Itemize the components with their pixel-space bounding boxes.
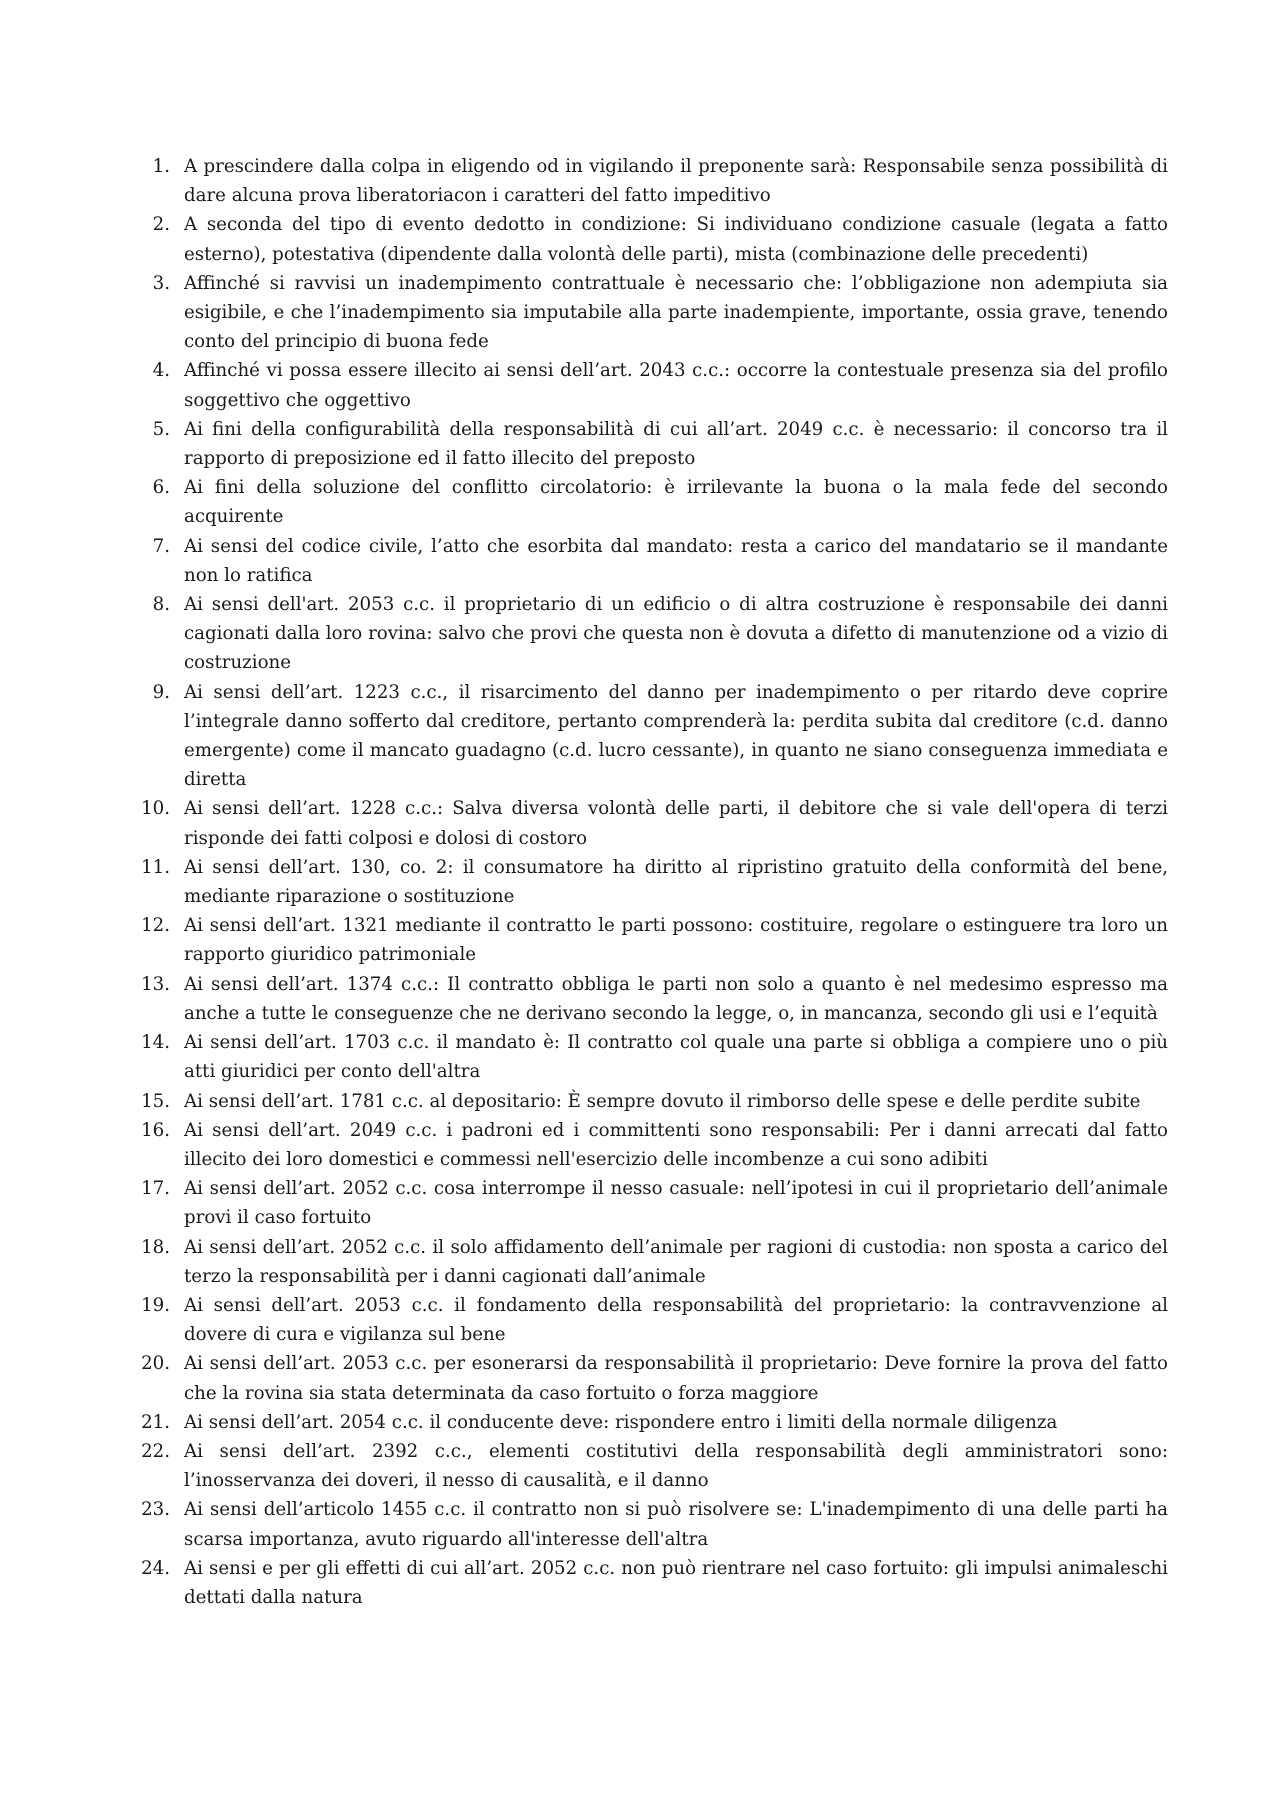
- item-number: 11.: [141, 856, 170, 878]
- item-number: 24.: [141, 1557, 170, 1579]
- list-item: [118, 532, 1168, 590]
- item-text: A prescindere dalla colpa in eligendo od in vigilando il preponente sarà: Responsabile senza possibilità di dare alcuna prova liberatoriacon i caratteri del fatto impeditivo: [184, 156, 1168, 207]
- list-item: [118, 1349, 1168, 1407]
- item-text: A seconda del tipo di evento dedotto in condizione: Si individuano condizione casuale (legata a fatto esterno), potestativa (dipendente dalla volontà delle parti), mista (combinazione delle precedenti): [184, 214, 1168, 265]
- item-text: Ai sensi dell’art. 1228 c.c.: Salva diversa volontà delle parti, il debitore che si vale dell'opera di terzi risponde dei fatti colposi e dolosi di costoro: [184, 798, 1168, 849]
- item-text: Ai sensi dell’art. 1321 mediante il contratto le parti possono: costituire, regolare o estinguere tra loro un rapporto giuridico patrimoniale: [184, 915, 1168, 966]
- list-item: [118, 152, 1168, 210]
- item-number: 12.: [141, 915, 170, 937]
- list-item: [118, 269, 1168, 357]
- list-item: [118, 911, 1168, 969]
- list-item: [118, 210, 1168, 268]
- item-text: Ai fini della configurabilità della responsabilità di cui all’art. 2049 c.c. è necessario: il concorso tra il rapporto di preposizione ed il fatto illecito del preposto: [184, 418, 1168, 470]
- item-text: Ai sensi dell’art. 1703 c.c. il mandato è: Il contratto col quale una parte si obbliga a compiere uno o più atti giuridici per conto dell'altra: [184, 1032, 1168, 1083]
- list-item: [118, 1291, 1168, 1349]
- item-number: 19.: [141, 1294, 170, 1316]
- list-item: [118, 853, 1168, 911]
- item-number: 9.: [152, 681, 170, 703]
- item-number: 1.: [152, 156, 170, 177]
- item-text: Ai sensi dell’art. 2052 c.c. il solo affidamento dell’animale per ragioni di custodia: non sposta a carico del terzo la responsabilità per i danni cagionati dall’animale: [184, 1236, 1168, 1287]
- list-item: [118, 1408, 1168, 1437]
- item-text: Ai sensi dell’art. 1374 c.c.: Il contratto obbliga le parti non solo a quanto è nel medesimo espresso ma anche a tutte le conseguenze che ne derivano secondo la legge, o, in mancanza, secondo gli usi e l’equità: [184, 973, 1168, 1024]
- item-number: 7.: [152, 535, 170, 557]
- list-item: [118, 1116, 1168, 1174]
- item-number: 13.: [141, 973, 170, 995]
- list-item: [118, 590, 1168, 678]
- item-text: Affinché vi possa essere illecito ai sensi dell’art. 2043 c.c.: occorre la contestuale presenza sia del profilo soggettivo che oggettivo: [184, 360, 1168, 411]
- list-item: [118, 970, 1168, 1028]
- item-text: Ai sensi dell’art. 2049 c.c. i padroni ed i committenti sono responsabili: Per i danni arrecati dal fatto illecito dei loro domestici e commessi nell'esercizio delle incombenze a cui sono adibiti: [184, 1119, 1168, 1170]
- item-text: Ai sensi dell’art. 2052 c.c. cosa interrompe il nesso casuale: nell’ipotesi in cui il proprietario dell’animale provi il caso fortuito: [184, 1178, 1168, 1229]
- item-number: 20.: [141, 1353, 170, 1375]
- list-item: [118, 1028, 1168, 1086]
- item-number: 22.: [141, 1440, 170, 1462]
- list-item: [118, 1554, 1168, 1612]
- item-number: 17.: [141, 1178, 170, 1200]
- item-number: 5.: [152, 418, 170, 440]
- item-text: Ai fini della soluzione del conflitto circolatorio: è irrilevante la buona o la mala fede del secondo acquirente: [184, 477, 1168, 528]
- item-number: 2.: [152, 214, 170, 236]
- item-number: 6.: [152, 477, 170, 499]
- item-number: 18.: [141, 1236, 170, 1258]
- item-text: Ai sensi dell’articolo 1455 c.c. il contratto non si può risolvere se: L'inadempimento di una delle parti ha scarsa importanza, avuto riguardo all'interesse dell'altra: [184, 1499, 1168, 1550]
- list-item: [118, 1437, 1168, 1495]
- item-text: Ai sensi dell’art. 2392 c.c., elementi costitutivi della responsabilità degli amministratori sono: l’inosservanza dei doveri, il nesso di causalità, e il danno: [184, 1440, 1168, 1492]
- list-item: [118, 415, 1168, 473]
- list-item: [118, 1495, 1168, 1553]
- item-text: Ai sensi dell’art. 2053 c.c. per esonerarsi da responsabilità il proprietario: Deve fornire la prova del fatto che la rovina sia stata determinata da caso fortuito o forza maggiore: [184, 1353, 1168, 1404]
- item-text: Ai sensi dell’art. 1781 c.c. al depositario: È sempre dovuto il rimborso delle spese e delle perdite subite: [184, 1090, 1141, 1112]
- item-text: Ai sensi dell’art. 2054 c.c. il conducente deve: rispondere entro i limiti della normale diligenza: [184, 1411, 1058, 1433]
- list-item: [118, 1087, 1168, 1116]
- list-item: [118, 1174, 1168, 1232]
- item-number: 14.: [141, 1032, 170, 1054]
- list-item: [118, 794, 1168, 852]
- item-number: 15.: [141, 1090, 170, 1112]
- item-number: 8.: [152, 594, 170, 616]
- item-number: 3.: [152, 272, 170, 294]
- numbered-list: [118, 152, 1168, 1612]
- item-number: 4.: [152, 360, 170, 382]
- item-text: Ai sensi dell’art. 1223 c.c., il risarcimento del danno per inadempimento o per ritardo deve coprire l’integrale danno sofferto dal creditore, pertanto comprenderà la: perdita subita dal creditore (c.d. danno emergente) come il mancato guadagno (c.d. lucro cessante), in quanto ne siano conseguenza immediata e diretta: [184, 681, 1168, 791]
- item-number: 21.: [141, 1411, 170, 1433]
- item-text: Ai sensi dell'art. 2053 c.c. il proprietario di un edificio o di altra costruzione è responsabile dei danni cagionati dalla loro rovina: salvo che provi che questa non è dovuta a difetto di manutenzione od a vizio di costruzione: [184, 594, 1168, 674]
- item-number: 23.: [141, 1499, 170, 1521]
- list-item: [118, 678, 1168, 795]
- item-text: Ai sensi dell’art. 130, co. 2: il consumatore ha diritto al ripristino gratuito della conformità del bene, mediante riparazione o sostituzione: [184, 856, 1168, 908]
- item-number: 10.: [141, 798, 170, 820]
- item-text: Affinché si ravvisi un inadempimento contrattuale è necessario che: l’obbligazione non adempiuta sia esigibile, e che l’inadempimento sia imputabile alla parte inadempiente, importante, ossia grave, tenendo conto del principio di buona fede: [184, 272, 1168, 353]
- list-item: [118, 356, 1168, 414]
- list-item: [118, 1233, 1168, 1291]
- item-text: Ai sensi e per gli effetti di cui all’art. 2052 c.c. non può rientrare nel caso fortuito: gli impulsi animaleschi dettati dalla natura: [184, 1557, 1168, 1608]
- item-text: Ai sensi dell’art. 2053 c.c. il fondamento della responsabilità del proprietario: la contravvenzione al dovere di cura e vigilanza sul bene: [184, 1294, 1168, 1346]
- item-number: 16.: [141, 1119, 170, 1141]
- item-text: Ai sensi del codice civile, l’atto che esorbita dal mandato: resta a carico del mandatario se il mandante non lo ratifica: [184, 535, 1168, 586]
- list-item: [118, 473, 1168, 531]
